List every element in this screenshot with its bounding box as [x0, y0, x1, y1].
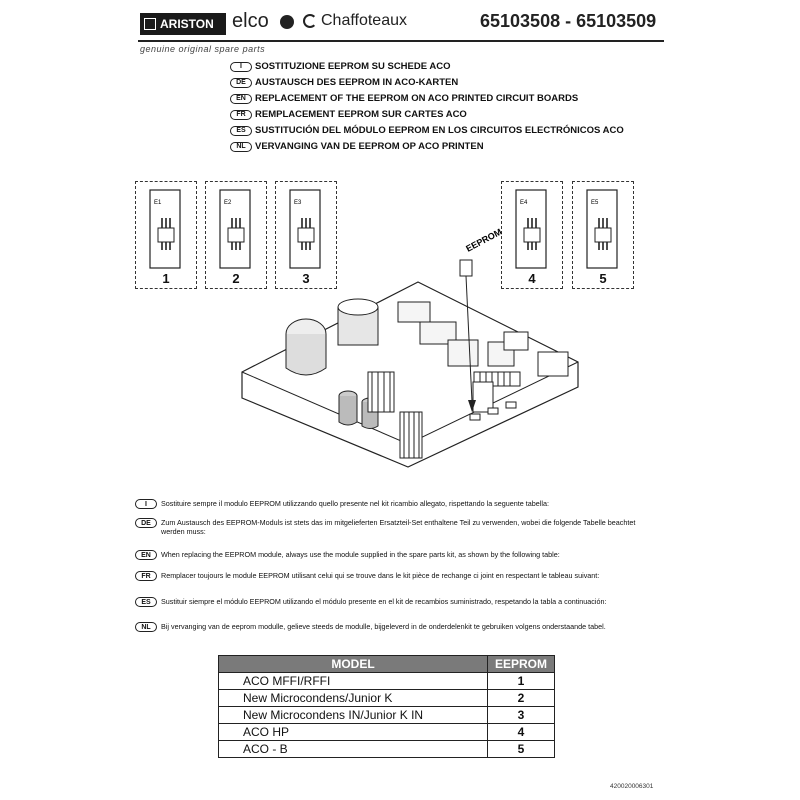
lang-badge: DE: [135, 518, 157, 528]
chaffoteaux-mark-icon: [303, 14, 317, 28]
model-cell: ACO MFFI/RFFI: [219, 673, 488, 690]
column-header-eeprom: EEPROM: [488, 656, 555, 673]
elco-logo-text: elco: [232, 10, 269, 32]
tagline: genuine original spare parts: [140, 44, 266, 54]
lang-badge: ES: [230, 126, 252, 136]
title-de: [230, 77, 458, 88]
eeprom-number: 3: [302, 271, 310, 286]
lang-badge: EN: [230, 94, 252, 104]
title-text: AUSTAUSCH DES EEPROM IN ACO-KARTEN: [255, 77, 459, 88]
eeprom-number: 4: [528, 271, 536, 286]
eeprom-number: 2: [232, 271, 240, 286]
eeprom-cell: 4: [488, 724, 555, 741]
table-row: [219, 741, 555, 758]
instruction-nl: [135, 622, 655, 632]
instruction-es: [135, 597, 655, 607]
document-code: 420020006301: [610, 783, 654, 790]
svg-text:E4: E4: [520, 200, 528, 206]
lang-badge: FR: [135, 571, 157, 581]
title-text: REMPLACEMENT EEPROM SUR CARTES ACO: [255, 109, 467, 120]
eeprom-number: 1: [162, 271, 170, 286]
instruction-text: Sustituir siempre el módulo EEPROM utilizando el módulo presente en el kit de recambios suministrado, respetando la tabla a continuación:: [161, 597, 607, 606]
title-text: VERVANGING VAN DE EEPROM OP ACO PRINTEN: [255, 141, 484, 152]
chaffoteaux-logo: [303, 12, 407, 30]
title-text: REPLACEMENT OF THE EEPROM ON ACO PRINTED CIRCUIT BOARDS: [255, 93, 579, 104]
lang-badge: DE: [230, 78, 252, 88]
table-row: [219, 724, 555, 741]
lang-badge: NL: [230, 142, 252, 152]
ariston-brand-text: ARISTON: [160, 17, 214, 31]
title-fr: [230, 109, 467, 120]
svg-text:E2: E2: [224, 200, 232, 206]
model-cell: ACO HP: [219, 724, 488, 741]
lang-badge: NL: [135, 622, 157, 632]
instruction-text: Remplacer toujours le module EEPROM utilisant celui qui se trouve dans le kit pièce de rechange ci joint en respectant le tableau suivant:: [161, 571, 600, 580]
instruction-fr: [135, 571, 655, 581]
svg-text:E1: E1: [154, 200, 162, 206]
title-nl: [230, 141, 484, 152]
instruction-en: [135, 550, 655, 560]
eeprom-cell: 2: [488, 690, 555, 707]
title-it: [230, 61, 450, 72]
svg-text:E3: E3: [294, 200, 302, 206]
lang-badge: ES: [135, 597, 157, 607]
title-es: [230, 125, 624, 136]
instruction-de: [135, 518, 655, 536]
svg-text:EEPROM: EEPROM: [464, 226, 504, 254]
lang-badge: I: [135, 499, 157, 509]
eeprom-cell: 3: [488, 707, 555, 724]
instruction-text: When replacing the EEPROM module, always use the module supplied in the spare parts kit, as shown by the following table:: [161, 550, 560, 559]
chaffoteaux-brand-text: Chaffoteaux: [321, 12, 407, 29]
title-text: SUSTITUCIÓN DEL MÓDULO EEPROM EN LOS CIRCUITOS ELECTRÓNICOS ACO: [255, 125, 624, 136]
lang-badge: FR: [230, 110, 252, 120]
table-header-row: [219, 656, 555, 673]
svg-text:E5: E5: [591, 200, 599, 206]
column-header-model: MODEL: [219, 656, 488, 673]
table-row: [219, 707, 555, 724]
instruction-text: Bij vervanging van de eeprom modulle, gelieve steeds de modulle, bijgeleverd in de onderdelenkit te gebruiken volgens onderstaande tabel.: [161, 622, 606, 631]
instruction-it: [135, 499, 655, 509]
lang-badge: EN: [135, 550, 157, 560]
header-divider: [138, 40, 664, 42]
instruction-text: Sostituire sempre il modulo EEPROM utilizzando quello presente nel kit ricambio allegato, rispettando la seguente tabella:: [161, 499, 549, 508]
model-cell: ACO - B: [219, 741, 488, 758]
ariston-logo: [140, 13, 226, 35]
house-icon: [144, 18, 156, 30]
title-en: [230, 93, 578, 104]
part-numbers: 65103508 - 65103509: [480, 11, 657, 31]
table-row: [219, 673, 555, 690]
model-eeprom-table: [218, 655, 555, 758]
eeprom-number: 5: [599, 271, 607, 286]
title-text: SOSTITUZIONE EEPROM SU SCHEDE ACO: [255, 61, 451, 72]
eeprom-cell: 1: [488, 673, 555, 690]
model-cell: New Microcondens IN/Junior K IN: [219, 707, 488, 724]
lang-badge: I: [230, 62, 252, 72]
eeprom-card-1: [135, 181, 197, 289]
model-cell: New Microcondens/Junior K: [219, 690, 488, 707]
eeprom-module-icon: [136, 182, 195, 272]
table-row: [219, 690, 555, 707]
elco-badge-icon: [280, 15, 294, 29]
eeprom-cell: 5: [488, 741, 555, 758]
circuit-board-illustration: [238, 222, 583, 482]
instruction-text: Zum Austausch des EEPROM-Moduls ist stets das im mitgelieferten Ersatzteil-Set enthaltene Teil zu verwenden, wobei die folgende Tabelle beachtet werden muss:: [161, 518, 636, 536]
